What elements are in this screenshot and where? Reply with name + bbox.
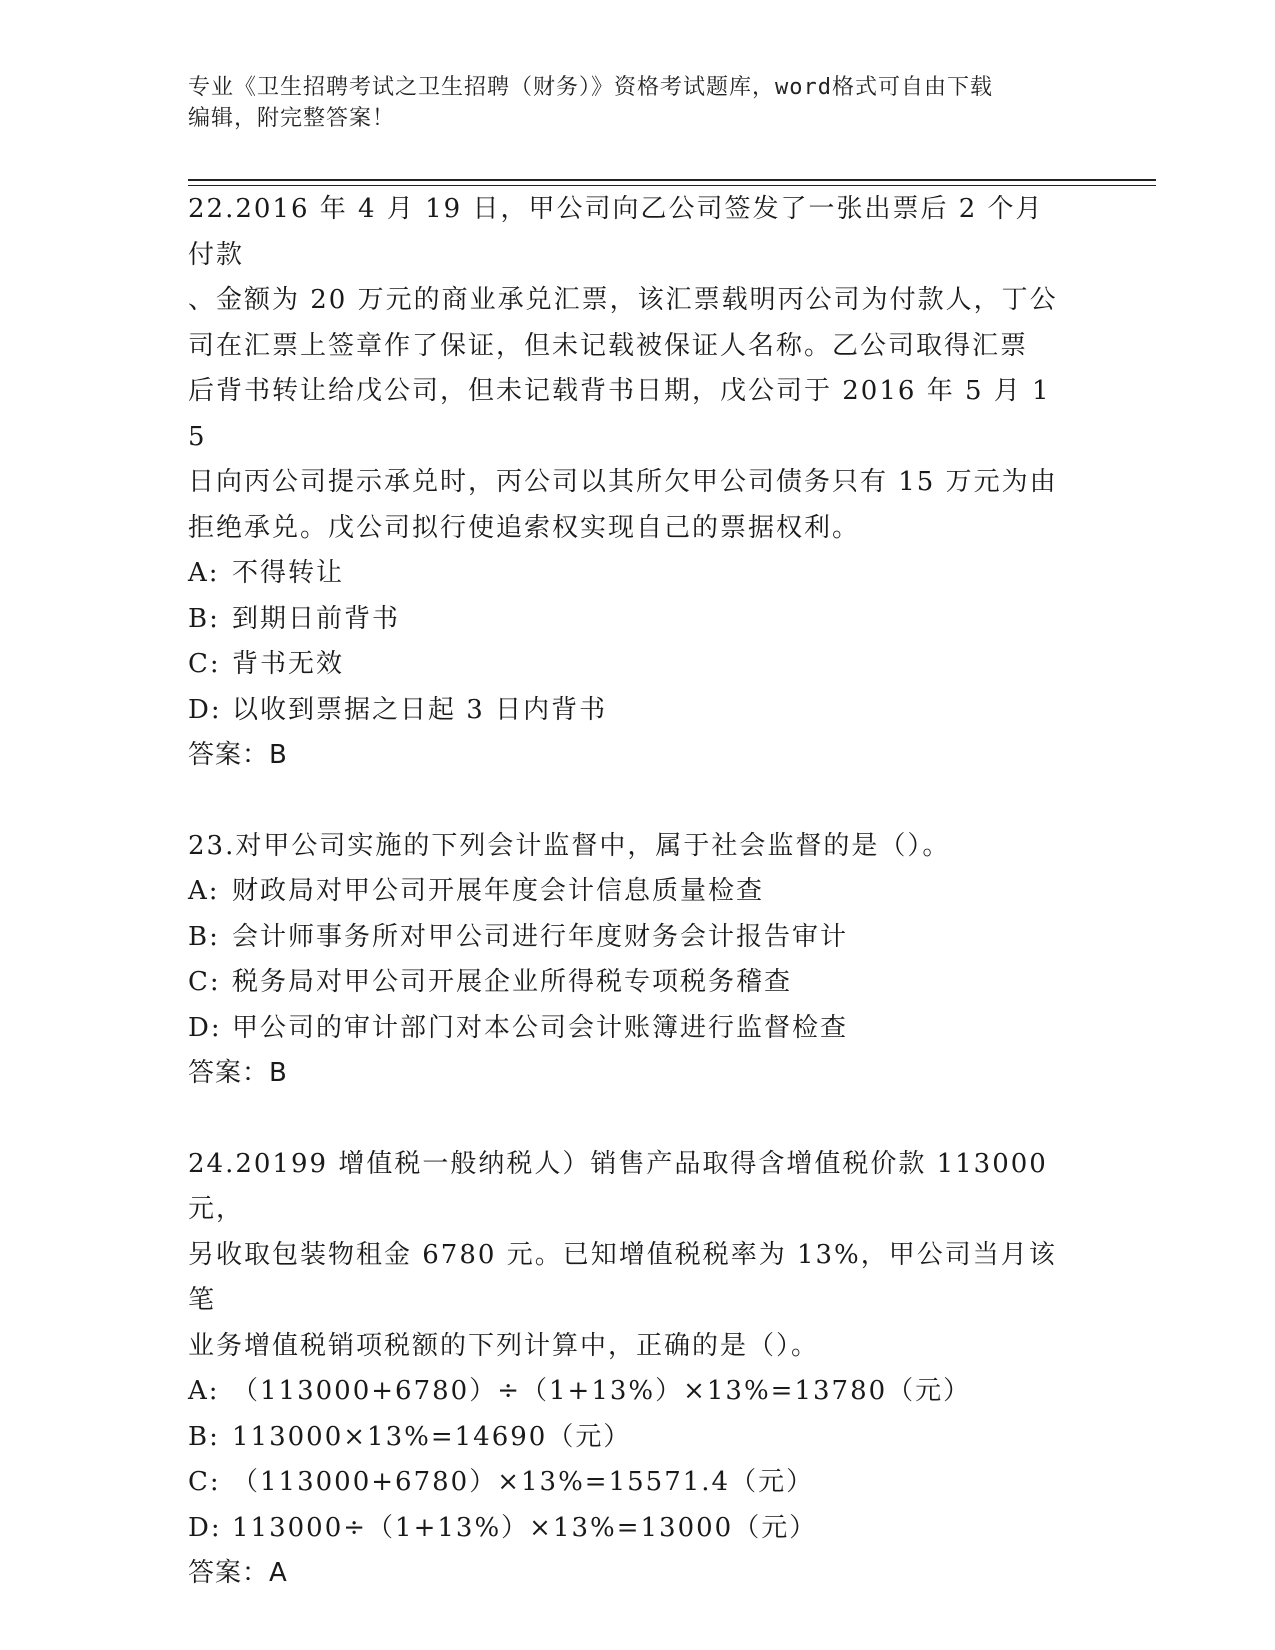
option-c bbox=[188, 960, 1088, 1006]
stem-line: 日向丙公司提示承兑时，丙公司以其所欠甲公司债务只有 15 万元为由 bbox=[188, 467, 1058, 497]
question-spacer bbox=[188, 1097, 1088, 1142]
stem-line: 后背书转让给戊公司，但未记载背书日期，戊公司于 2016 年 5 月 15 bbox=[188, 376, 1051, 452]
answer-line: 答案：A bbox=[188, 1558, 288, 1588]
option-text: 会计师事务所对甲公司进行年度财务会计报告审计 bbox=[232, 921, 849, 952]
option-c bbox=[188, 1460, 1088, 1506]
header-line-1: 专业《卫生招聘考试之卫生招聘（财务）》资格考试题库，word格式可自由下载 bbox=[188, 75, 993, 100]
option-label: A: bbox=[188, 876, 220, 906]
option-label: B: bbox=[188, 921, 220, 952]
option-text: 背书无效 bbox=[232, 649, 345, 679]
header-divider-thin bbox=[188, 185, 1156, 186]
option-d bbox=[188, 1506, 1088, 1552]
option-b bbox=[188, 1415, 1088, 1461]
question-stem bbox=[188, 1142, 1068, 1370]
stem-line: 22.2016 年 4 月 19 日，甲公司向乙公司签发了一张出票后 2 个月付款 bbox=[188, 194, 1044, 270]
option-label: C: bbox=[188, 967, 221, 997]
option-label: A: bbox=[188, 1376, 220, 1406]
stem-line: 24.20199 增值税一般纳税人）销售产品取得含增值税价款 113000 元， bbox=[188, 1148, 1048, 1224]
answer-line: 答案：B bbox=[188, 1058, 288, 1088]
stem-line: 23.对甲公司实施的下列会计监督中，属于社会监督的是（）。 bbox=[188, 830, 951, 861]
question-stem bbox=[188, 824, 1068, 870]
option-text: 113000×13%=14690（元） bbox=[232, 1421, 632, 1452]
option-d bbox=[188, 1006, 1088, 1052]
option-b bbox=[188, 915, 1088, 961]
option-label: D: bbox=[188, 694, 222, 725]
answer-line: 答案：B bbox=[188, 740, 288, 770]
stem-line: 司在汇票上签章作了保证，但未记载被保证人名称。乙公司取得汇票 bbox=[188, 330, 1029, 361]
question-spacer bbox=[188, 779, 1088, 824]
option-label: C: bbox=[188, 1467, 221, 1497]
question-list bbox=[188, 187, 1088, 1597]
option-label: B: bbox=[188, 603, 220, 634]
option-text: 财政局对甲公司开展年度会计信息质量检查 bbox=[232, 876, 765, 906]
stem-line: 、金额为 20 万元的商业承兑汇票，该汇票载明丙公司为付款人，丁公 bbox=[188, 285, 1058, 315]
stem-line: 另收取包装物租金 6780 元。已知增值税税率为 13%，甲公司当月该笔 bbox=[188, 1239, 1057, 1315]
question-22 bbox=[188, 187, 1088, 779]
option-a bbox=[188, 551, 1088, 597]
option-c bbox=[188, 642, 1088, 688]
option-text: 甲公司的审计部门对本公司会计账簿进行监督检查 bbox=[232, 1012, 849, 1043]
question-stem bbox=[188, 187, 1068, 551]
option-label: D: bbox=[188, 1012, 222, 1043]
option-label: B: bbox=[188, 1421, 220, 1452]
header-line-2: 编辑，附完整答案！ bbox=[188, 106, 396, 131]
document-header bbox=[188, 72, 1068, 134]
question-24 bbox=[188, 1142, 1088, 1597]
option-a bbox=[188, 1369, 1088, 1415]
option-b bbox=[188, 597, 1088, 643]
option-text: 税务局对甲公司开展企业所得税专项税务稽查 bbox=[232, 967, 793, 997]
option-text: 不得转让 bbox=[232, 558, 345, 588]
option-text: （113000+6780）÷（1+13%）×13%=13780（元） bbox=[232, 1376, 972, 1406]
option-text: 113000÷（1+13%）×13%=13000（元） bbox=[232, 1512, 818, 1543]
option-a bbox=[188, 869, 1088, 915]
option-text: 到期日前背书 bbox=[232, 603, 401, 634]
stem-line: 业务增值税销项税额的下列计算中，正确的是（）。 bbox=[188, 1330, 820, 1361]
option-label: C: bbox=[188, 649, 221, 679]
option-text: （113000+6780）×13%=15571.4（元） bbox=[232, 1467, 815, 1497]
header-divider-thick bbox=[188, 179, 1156, 181]
option-d bbox=[188, 688, 1088, 734]
question-23 bbox=[188, 824, 1088, 1097]
option-text: 以收到票据之日起 3 日内背书 bbox=[232, 694, 608, 725]
stem-line: 拒绝承兑。戊公司拟行使追索权实现自己的票据权利。 bbox=[188, 512, 861, 543]
option-label: A: bbox=[188, 558, 220, 588]
option-label: D: bbox=[188, 1512, 222, 1543]
